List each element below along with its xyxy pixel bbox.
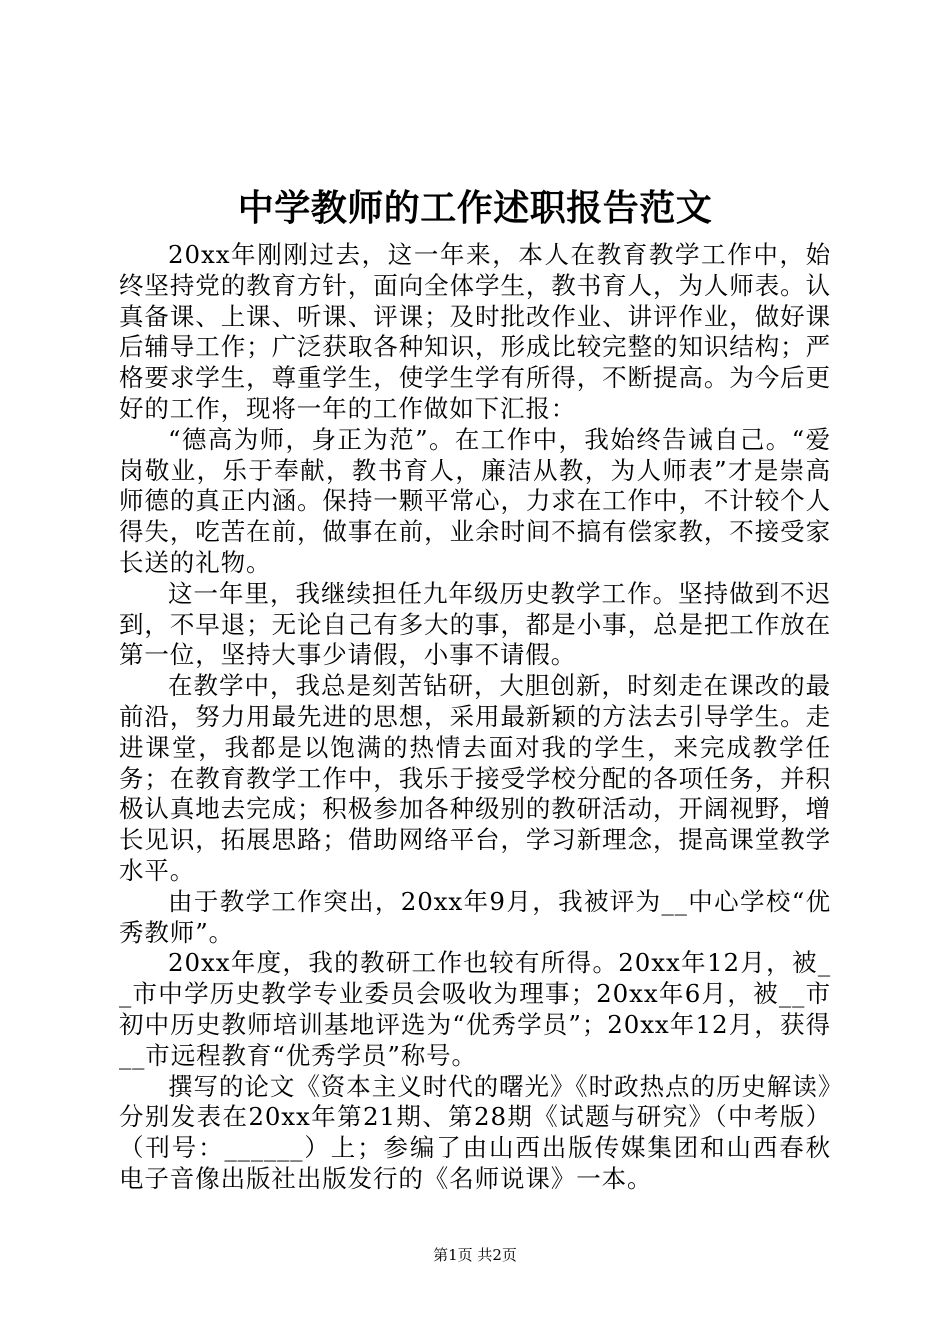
- paragraph: 在教学中，我总是刻苦钻研，大胆创新，时刻走在课改的最前沿，努力用最先进的思想，采用最新颖的方法去引导学生。走进课堂，我都是以饱满的热情去面对我的学生，来完成教学任务；在教育教学工作中，我乐于接受学校分配的各项任务，并积极认真地去完成；积极参加各种级别的教研活动，开阔视野，增长见识，拓展思路；借助网络平台，学习新理念，提高课堂教学水平。: [119, 671, 831, 885]
- page-number-footer: 第1页 共2页: [433, 1246, 517, 1264]
- paragraph: 20xx年度，我的教研工作也较有所得。20xx年12月，被__市中学历史教学专业委员会吸收为理事；20xx年6月，被__市初中历史教师培训基地评选为“优秀学员”；20xx年12月，获得__市远程教育“优秀学员”称号。: [119, 948, 831, 1070]
- paragraph: 撰写的论文《资本主义时代的曙光》《时政热点的历史解读》分别发表在20xx年第21期、第28期《试题与研究》（中考版）（刊号：______）上；参编了由山西出版传媒集团和山西春秋电子音像出版社出版发行的《名师说课》一本。: [119, 1071, 831, 1193]
- page-title: 中学教师的工作述职报告范文: [237, 187, 713, 229]
- paragraph: 这一年里，我继续担任九年级历史教学工作。坚持做到不迟到，不早退；无论自己有多大的事，都是小事，总是把工作放在第一位，坚持大事少请假，小事不请假。: [119, 578, 831, 670]
- paragraph: 由于教学工作突出，20xx年9月，我被评为__中心学校“优秀教师”。: [119, 886, 831, 947]
- paragraph: 20xx年刚刚过去，这一年来，本人在教育教学工作中，始终坚持党的教育方针，面向全体学生，教书育人，为人师表。认真备课、上课、听课、评课；及时批改作业、讲评作业，做好课后辅导工作；广泛获取各种知识，形成比较完整的知识结构；严格要求学生，尊重学生，使学生学有所得，不断提高。为今后更好的工作，现将一年的工作做如下汇报：: [119, 240, 831, 423]
- document-body: [119, 240, 831, 1195]
- paragraph: “德高为师，身正为范”。在工作中，我始终告诫自己。“爱岗敬业，乐于奉献，教书育人，廉洁从教，为人师表”才是崇高师德的真正内涵。保持一颗平常心，力求在工作中，不计较个人得失，吃苦在前，做事在前，业余时间不搞有偿家教，不接受家长送的礼物。: [119, 424, 831, 577]
